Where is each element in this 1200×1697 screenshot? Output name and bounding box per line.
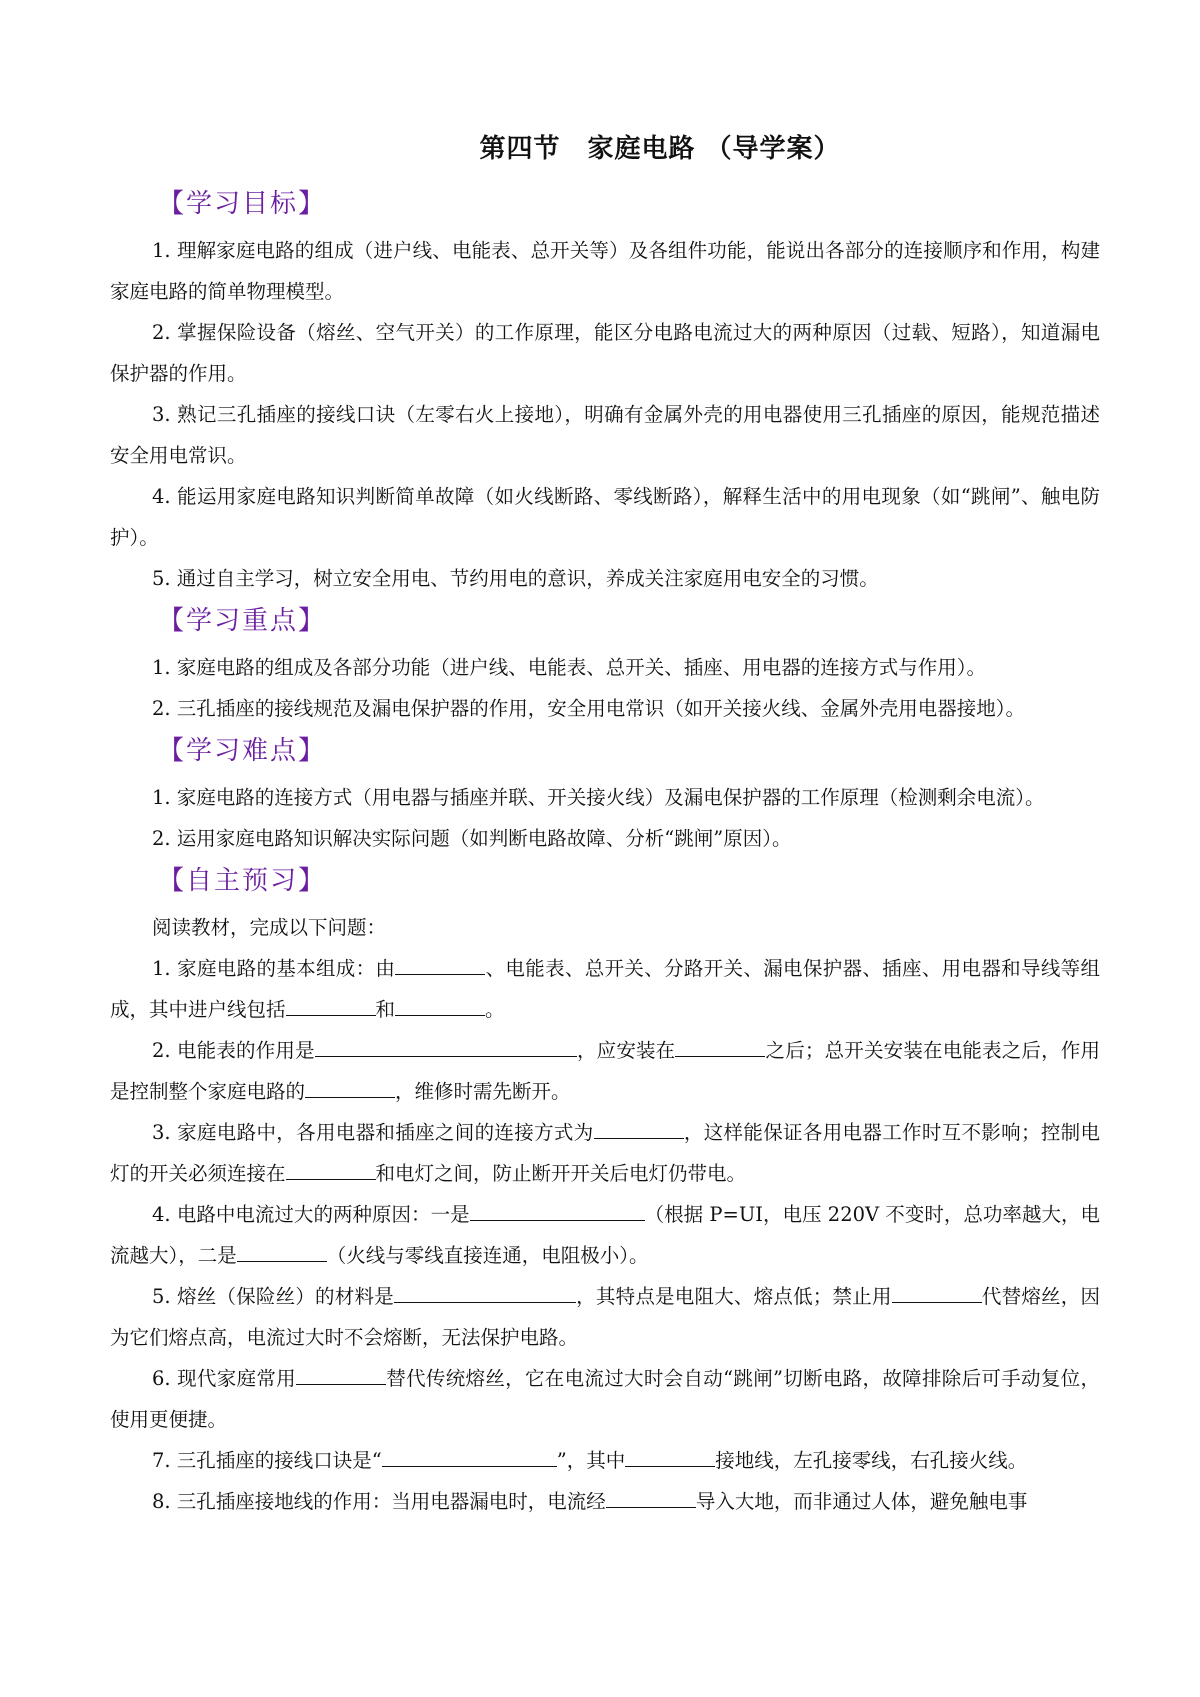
objective-item: 4. 能运用家庭电路知识判断简单故障（如火线断路、零线断路），解释生活中的用电现象（如“跳闸”、触电防护）。 bbox=[110, 485, 1100, 549]
document-body bbox=[110, 182, 1100, 1522]
question-text: ，其特点是电阻大、熔点低；禁止用 bbox=[575, 1285, 892, 1308]
page-title: 第四节 家庭电路 （导学案） bbox=[479, 134, 841, 164]
question-text: ”，其中 bbox=[556, 1449, 626, 1472]
fill-blank[interactable] bbox=[286, 1157, 376, 1180]
question-text: 7. 三孔插座的接线口诀是“ bbox=[152, 1449, 382, 1472]
question-text: 和电灯之间，防止断开开关后电灯仍带电。 bbox=[375, 1162, 747, 1185]
section-heading-key-points: 【学习重点】 bbox=[158, 606, 327, 636]
fill-blank[interactable] bbox=[286, 993, 376, 1016]
objective-item: 3. 熟记三孔插座的接线口诀（左零右火上接地），明确有金属外壳的用电器使用三孔插座的原因，能规范描述安全用电常识。 bbox=[110, 403, 1100, 467]
key-point-item: 2. 三孔插座的接线规范及漏电保护器的作用，安全用电常识（如开关接火线、金属外壳用电器接地）。 bbox=[152, 697, 1026, 720]
question-text: 、电能表、总开关、分路开关、漏电保护器、插座、用电器和导线等组成，其中进户线包括 bbox=[110, 957, 1100, 1021]
fill-blank[interactable] bbox=[237, 1239, 327, 1262]
preview-question-3 bbox=[110, 1112, 1100, 1194]
fill-blank[interactable] bbox=[395, 952, 485, 975]
preview-question-6 bbox=[110, 1358, 1100, 1440]
fill-blank[interactable] bbox=[594, 1116, 684, 1139]
question-text: 和 bbox=[375, 998, 396, 1021]
objective-item: 2. 掌握保险设备（熔丝、空气开关）的工作原理，能区分电路电流过大的两种原因（过载、短路），知道漏电保护器的作用。 bbox=[110, 321, 1100, 385]
question-text: 。 bbox=[485, 998, 505, 1021]
question-text: 4. 电路中电流过大的两种原因：一是 bbox=[152, 1203, 470, 1226]
question-text: 代替熔丝，因为它们熔点高，电流过大时不会熔断，无法保护电路。 bbox=[110, 1285, 1100, 1349]
question-text: ，维修时需先断开。 bbox=[395, 1080, 571, 1103]
question-text: ，这样能保证各用电器工作时互不影响；控制电灯的开关必须连接在 bbox=[110, 1121, 1100, 1185]
question-text: 8. 三孔插座接地线的作用：当用电器漏电时，电流经 bbox=[152, 1490, 606, 1513]
section-difficulties bbox=[110, 729, 1100, 859]
section-key-points bbox=[110, 599, 1100, 729]
difficulty-item: 2. 运用家庭电路知识解决实际问题（如判断电路故障、分析“跳闸”原因）。 bbox=[152, 827, 792, 850]
fill-blank[interactable] bbox=[296, 1362, 386, 1385]
fill-blank[interactable] bbox=[395, 993, 485, 1016]
preview-question-1 bbox=[110, 948, 1100, 1030]
fill-blank[interactable] bbox=[382, 1444, 557, 1467]
preview-question-5 bbox=[110, 1276, 1100, 1358]
preview-question-8 bbox=[110, 1481, 1100, 1522]
question-text: 之后；总开关安装在电能表之后，作用是控制整个家庭电路的 bbox=[110, 1039, 1100, 1103]
key-point-item: 1. 家庭电路的组成及各部分功能（进户线、电能表、总开关、插座、用电器的连接方式与作用）。 bbox=[152, 656, 987, 679]
objective-item: 5. 通过自主学习，树立安全用电、节约用电的意识，养成关注家庭用电安全的习惯。 bbox=[152, 567, 879, 590]
question-text: （火线与零线直接连通，电阻极小）。 bbox=[326, 1244, 649, 1267]
fill-blank[interactable] bbox=[606, 1485, 696, 1508]
question-text: 导入大地，而非通过人体，避免触电事 bbox=[695, 1490, 1028, 1513]
fill-blank[interactable] bbox=[315, 1034, 577, 1057]
question-text: 6. 现代家庭常用 bbox=[152, 1367, 296, 1390]
question-text: 替代传统熔丝，它在电流过大时会自动“跳闸”切断电路，故障排除后可手动复位，使用更便捷。 bbox=[110, 1367, 1100, 1431]
question-text: 5. 熔丝（保险丝）的材料是 bbox=[152, 1285, 394, 1308]
fill-blank[interactable] bbox=[675, 1034, 765, 1057]
fill-blank[interactable] bbox=[305, 1075, 395, 1098]
question-text: 1. 家庭电路的基本组成：由 bbox=[152, 957, 396, 980]
preview-prompt: 阅读教材，完成以下问题： bbox=[152, 916, 387, 939]
question-text: 接地线，左孔接零线，右孔接火线。 bbox=[715, 1449, 1028, 1472]
section-heading-difficulties: 【学习难点】 bbox=[158, 736, 327, 766]
question-text: ，应安装在 bbox=[576, 1039, 676, 1062]
preview-question-2 bbox=[110, 1030, 1100, 1112]
section-objectives bbox=[110, 182, 1100, 599]
section-heading-objectives: 【学习目标】 bbox=[158, 189, 327, 219]
fill-blank[interactable] bbox=[892, 1280, 982, 1303]
objective-item: 1. 理解家庭电路的组成（进户线、电能表、总开关等）及各组件功能，能说出各部分的连接顺序和作用，构建家庭电路的简单物理模型。 bbox=[110, 239, 1100, 303]
preview-question-4 bbox=[110, 1194, 1100, 1276]
question-text: 3. 家庭电路中，各用电器和插座之间的连接方式为 bbox=[152, 1121, 594, 1144]
fill-blank[interactable] bbox=[394, 1280, 576, 1303]
fill-blank[interactable] bbox=[470, 1198, 645, 1221]
question-text: 2. 电能表的作用是 bbox=[152, 1039, 315, 1062]
fill-blank[interactable] bbox=[625, 1444, 715, 1467]
section-preview bbox=[110, 859, 1100, 1522]
preview-question-7 bbox=[110, 1440, 1100, 1481]
difficulty-item: 1. 家庭电路的连接方式（用电器与插座并联、开关接火线）及漏电保护器的工作原理（检测剩余电流）。 bbox=[152, 786, 1045, 809]
section-heading-preview: 【自主预习】 bbox=[158, 866, 327, 896]
question-text: （根据 P=UI，电压 220V 不变时，总功率越大，电流越大），二是 bbox=[110, 1203, 1100, 1267]
